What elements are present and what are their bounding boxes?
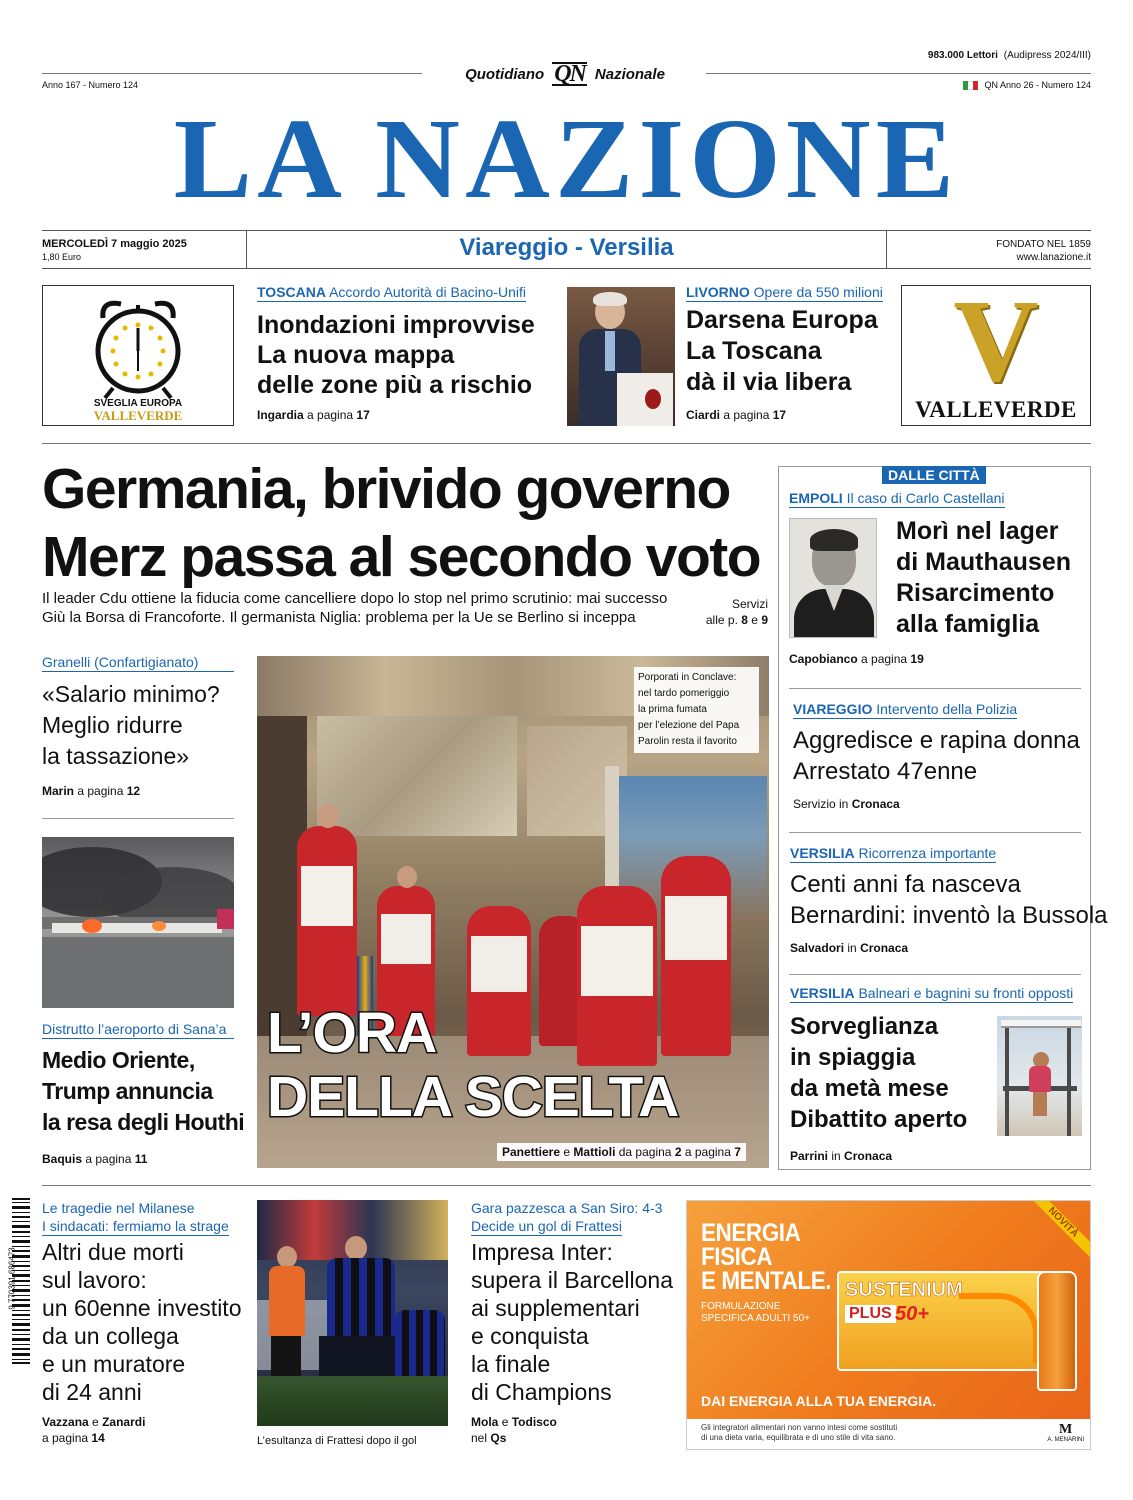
headline-line: dà il via libera [686, 368, 852, 396]
story-byline: Vazzana e Zanardi a pagina 14 [42, 1415, 146, 1445]
kicker-line: Decide un gol di Frattesi [471, 1218, 622, 1234]
ad-sustenium[interactable] [686, 1200, 1091, 1450]
ad-sveglia-line1: SVEGLIA EUROPA [93, 398, 183, 409]
lead-subhead [42, 589, 702, 627]
story-kicker: Distrutto l’aeroporto di Sana’a [42, 1021, 234, 1039]
headline-line: e conquista [471, 1323, 589, 1349]
headline-line: Sorveglianza [790, 1013, 939, 1040]
conclave-summary-box [634, 667, 759, 753]
photo-frattesi-celebration [257, 1200, 448, 1426]
kicker-text: Il caso di Carlo Castellani [846, 490, 1005, 506]
story-byline: Mola e Todisco nel Qs [471, 1415, 557, 1445]
issue-number-left: Anno 167 - Numero 124 [42, 80, 139, 90]
photo-lifeguard-tower [997, 1016, 1082, 1136]
conclave-byline: Panettiere e Mattioli da pagina 2 a pagina 7 [497, 1143, 746, 1161]
headline-line: Dibattito aperto [790, 1106, 968, 1133]
headline-line: Aggredisce e rapina donna [793, 727, 1080, 754]
headline-line: la tassazione» [42, 743, 190, 769]
lead-services [698, 596, 768, 628]
summary-line: nel tardo pomeriggio [638, 688, 730, 699]
valleverde-brand: VALLEVERDE [915, 397, 1077, 422]
headline-line: di Mauthausen [896, 548, 1072, 576]
story-kicker [471, 1199, 671, 1236]
valleverde-v-logo: V [953, 275, 1039, 406]
ad-disclaimer: Gli integratori alimentari non vanno intesi come sostituti di una dieta varia, equilibrata e di uno stile di vita sano. [701, 1423, 898, 1442]
headline-line: ai supplementari [471, 1295, 640, 1321]
qn-logo: QN [554, 61, 585, 87]
ad-bottle [1037, 1271, 1077, 1391]
story-byline: Ciardi a pagina 17 [686, 408, 787, 422]
ad-product-box [837, 1271, 1047, 1371]
kicker-place: VERSILIA [790, 845, 855, 861]
story-kicker [686, 284, 886, 302]
ad-brand: SUSTENIUM [845, 1279, 963, 1301]
headline-line: La nuova mappa [257, 341, 455, 369]
photo-carlo-castellani [789, 518, 877, 638]
photo-speaker [567, 287, 675, 426]
qn-right-label: Nazionale [594, 65, 665, 83]
menarini-label: A. MENARINI [1047, 1437, 1084, 1443]
empoli-headline [896, 516, 1071, 640]
lead-line-1: Germania, brivido governo [42, 457, 730, 521]
services-pages: alle p. 8 e 9 [705, 613, 768, 627]
headline-line: supera il Barcellona [471, 1267, 674, 1293]
story-inondazioni[interactable] [257, 284, 547, 426]
headline-line: sul lavoro: [42, 1267, 147, 1293]
headline-line: di Champions [471, 1379, 612, 1405]
conclave-title-line-1: L’ORA [267, 1001, 437, 1065]
services-label: Servizi [731, 597, 768, 611]
story-byline: Parrini in Cronaca [790, 1149, 893, 1163]
barcode [4, 1196, 30, 1366]
headline-line: da un collega [42, 1323, 179, 1349]
story-darsena[interactable] [686, 284, 886, 426]
photo-caption: L’esultanza di Frattesi dopo il gol [257, 1435, 417, 1447]
headline-line: Bernardini: inventò la Bussola [790, 902, 1108, 929]
lead-sub-1: Il leader Cdu ottiene la fiducia come cancelliere dopo lo stop nel primo scrutinio: mai successo [42, 590, 668, 607]
summary-line: la prima fumata [638, 704, 707, 715]
readers-number: 983.000 Lettori [927, 50, 998, 61]
story-byline: Servizio in Cronaca [793, 797, 900, 811]
story-inter[interactable] [471, 1199, 674, 1451]
story-viareggio[interactable] [793, 701, 1083, 821]
headline-line: e un muratore [42, 1351, 186, 1377]
story-kicker [790, 985, 1085, 1003]
qn-strap [432, 60, 698, 88]
barcode-digits: 9 770391 686473 [7, 1247, 17, 1310]
kicker-place: TOSCANA [257, 284, 326, 300]
ad-headline [701, 1221, 831, 1293]
headline-line: Centi anni fa nasceva [790, 871, 1021, 898]
story-houthi[interactable] [42, 1021, 245, 1171]
headline-line: Inondazioni improvvise [257, 311, 535, 339]
kicker-place: EMPOLI [789, 490, 843, 506]
headline-line: Risarcimento [896, 579, 1055, 607]
story-kicker [790, 845, 1085, 863]
qn-issue: QN Anno 26 - Numero 124 [984, 80, 1091, 90]
ad-headline-line: ENERGIA [701, 1219, 801, 1247]
headline-line: da metà mese [790, 1075, 949, 1102]
kicker-line: I sindacati: fermiamo la strage [42, 1218, 229, 1234]
headline-line: Altri due morti [42, 1239, 184, 1265]
story-kicker [793, 701, 1083, 719]
story-byline: Ingardia a pagina 17 [257, 408, 370, 422]
ad-arrow-graphic [959, 1293, 1039, 1363]
website-link[interactable]: www.lanazione.it [1016, 252, 1091, 263]
kicker-place: VERSILIA [790, 985, 855, 1001]
alarm-clock-icon [43, 288, 233, 403]
cover-price: 1,80 Euro [42, 252, 82, 262]
story-byline: Baquis a pagina 11 [42, 1152, 148, 1166]
summary-line: per l’elezione del Papa [638, 720, 740, 731]
story-bernardini[interactable] [790, 845, 1108, 965]
headline-line: delle zone più a rischio [257, 371, 533, 399]
headline-line: un 60enne investito [42, 1295, 242, 1321]
issue-number-right [963, 80, 1091, 90]
headline-line: Darsena Europa [686, 306, 878, 334]
conclave-title-line-2: DELLA SCELTA [267, 1065, 679, 1129]
headline-line: Arrestato 47enne [793, 758, 978, 785]
kicker-line: Gara pazzesca a San Siro: 4-3 [471, 1200, 663, 1216]
dalle-citta-label: DALLE CITTÀ [882, 466, 986, 484]
story-kicker [789, 490, 1084, 508]
story-byline: Salvadori in Cronaca [790, 941, 909, 955]
story-byline: Marin a pagina 12 [42, 784, 141, 798]
headline-line: La Toscana [686, 337, 822, 365]
headline-line: «Salario minimo? [42, 681, 220, 707]
readers-count [928, 50, 1091, 61]
story-kicker: Granelli (Confartigianato) [42, 654, 234, 672]
headline-line: la resa degli Houthi [42, 1109, 245, 1135]
headline-line: Trump annuncia [42, 1078, 213, 1104]
ad-plus: PLUS [845, 1305, 896, 1323]
headline-line: di 24 anni [42, 1379, 142, 1405]
founded-year: FONDATO NEL 1859 [996, 239, 1091, 250]
headline-line: la finale [471, 1351, 551, 1377]
photo-sana-airport-fire [42, 837, 234, 1008]
story-granelli[interactable] [42, 654, 234, 804]
qn-left-label: Quotidiano [465, 65, 545, 83]
ad-age: 50+ [895, 1303, 929, 1325]
newspaper-title: LA NAZIONE [173, 95, 960, 222]
headline-line: Medio Oriente, [42, 1047, 195, 1073]
ad-sveglia-line2: VALLEVERDE [93, 408, 183, 423]
ad-subline: FORMULAZIONE SPECIFICA ADULTI 50+ [701, 1301, 811, 1324]
edition-date: MERCOLEDÌ 7 maggio 2025 [42, 238, 187, 250]
kicker-line: Le tragedie nel Milanese [42, 1200, 195, 1216]
headline-line: Impresa Inter: [471, 1239, 613, 1265]
headline-line: Morì nel lager [896, 517, 1059, 545]
summary-line: Porporati in Conclave: [638, 672, 737, 683]
audipress-note: (Audipress 2024/III) [1003, 50, 1091, 61]
lead-sub-2: Giù la Borsa di Francoforte. Il germanista Niglia: problema per la Ue se Berlino si inceppa [42, 609, 636, 626]
headline-line: Meglio ridurre [42, 712, 183, 738]
ad-headline-line: FISICA [701, 1243, 773, 1271]
kicker-place: LIVORNO [686, 284, 750, 300]
headline-line: alla famiglia [896, 610, 1040, 638]
summary-line: Parolin resta il favorito [638, 736, 737, 747]
edition-name: Viareggio - Versilia [459, 234, 674, 261]
italian-flag-icon [963, 81, 978, 90]
kicker-text: Accordo Autorità di Bacino-Unifi [329, 284, 526, 300]
lead-line-2: Merz passa al secondo voto [42, 525, 761, 589]
ad-sveglia-europa[interactable] [42, 285, 234, 426]
story-kicker [257, 284, 547, 302]
menarini-logo: M A. MENARINI [1047, 1422, 1084, 1443]
story-morti-lavoro[interactable] [42, 1199, 242, 1451]
conclave-title [267, 1001, 767, 1129]
ad-headline-line: E MENTALE. [701, 1267, 832, 1295]
lead-headline[interactable] [42, 455, 772, 591]
kicker-text: Intervento della Polizia [876, 701, 1018, 717]
kicker-text: Balneari e bagnini su fronti opposti [858, 985, 1074, 1001]
story-kicker [42, 1199, 242, 1236]
story-byline: Capobianco a pagina 19 [789, 652, 924, 666]
kicker-text: Ricorrenza importante [858, 845, 997, 861]
headline-line: in spiaggia [790, 1044, 916, 1071]
ad-novita-ribbon: NOVITÀ [1027, 1200, 1091, 1258]
kicker-place: VIAREGGIO [793, 701, 873, 717]
ad-valleverde[interactable] [901, 275, 1091, 426]
kicker-text: Opere da 550 milioni [753, 284, 883, 300]
ad-tagline: DAI ENERGIA ALLA TUA ENERGIA. [701, 1393, 937, 1409]
story-empoli[interactable] [789, 490, 1084, 670]
